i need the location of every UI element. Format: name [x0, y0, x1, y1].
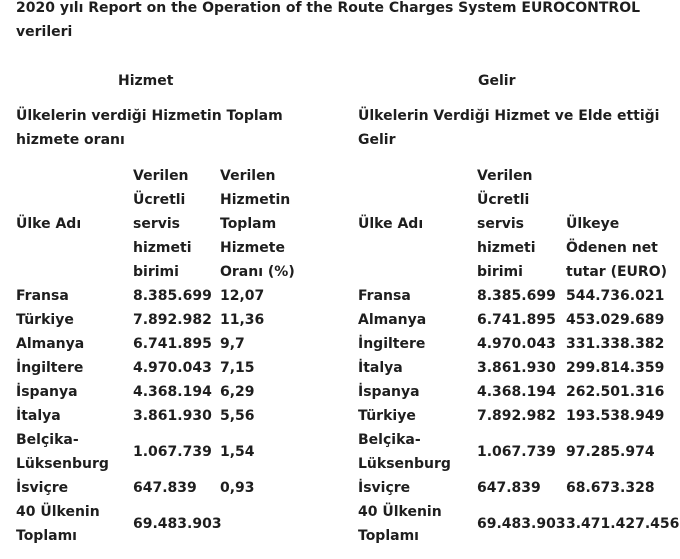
row-ratio: 1,54 — [220, 444, 255, 460]
row-country: Toplamı — [358, 528, 419, 544]
row-country: İspanya — [358, 384, 420, 400]
row-units: 647.839 — [477, 480, 541, 496]
row-country: Fransa — [358, 288, 411, 304]
col-header-units-line: servis — [477, 216, 524, 232]
col-header-units-line: servis — [133, 216, 180, 232]
col-header-units-line: Verilen — [133, 168, 189, 184]
col-header-ratio-line: Hizmete — [220, 240, 285, 256]
col-header-units-line: Ücretli — [477, 192, 530, 208]
col-header-units-line: birimi — [477, 264, 523, 280]
row-country: İngiltere — [16, 360, 84, 376]
row-country: Lüksenburg — [16, 456, 109, 472]
col-header-amount-line: tutar (EURO) — [566, 264, 667, 280]
row-country: Fransa — [16, 288, 69, 304]
row-amount: 331.338.382 — [566, 336, 665, 352]
row-country: 40 Ülkenin — [358, 504, 442, 520]
col-header-ratio-line: Toplam — [220, 216, 277, 232]
row-units: 1.067.739 — [477, 444, 556, 460]
row-country: 40 Ülkenin — [16, 504, 100, 520]
row-units: 6.741.895 — [477, 312, 556, 328]
page-title: 2020 yılı Report on the Operation of the Route Charges System EUROCONTROL verileri — [16, 0, 641, 40]
row-country: Toplamı — [16, 528, 77, 544]
row-country: Almanya — [358, 312, 427, 328]
left-subheading: Ülkelerin verdiği Hizmetin Toplam hizmete oranı — [16, 108, 283, 148]
row-units: 8.385.699 — [477, 288, 556, 304]
col-header-units-line: hizmeti — [477, 240, 536, 256]
row-country: Belçika- — [358, 432, 421, 448]
col-header-country: Ülke Adı — [16, 216, 82, 232]
row-ratio: 0,93 — [220, 480, 255, 496]
right-subheading: Ülkelerin Verdiği Hizmet ve Elde ettiği Gelir — [358, 108, 660, 148]
row-country: Almanya — [16, 336, 85, 352]
row-country: İngiltere — [358, 336, 426, 352]
row-ratio: 6,29 — [220, 384, 255, 400]
row-amount: 97.285.974 — [566, 444, 655, 460]
row-country: İsviçre — [358, 480, 411, 496]
row-units: 69.483.903 — [477, 516, 566, 532]
left-section-heading: Hizmet — [118, 73, 174, 89]
right-section-heading: Gelir — [478, 73, 516, 89]
row-ratio: 5,56 — [220, 408, 255, 424]
row-units: 647.839 — [133, 480, 197, 496]
col-header-ratio-line: Oranı (%) — [220, 264, 295, 280]
row-units: 69.483.903 — [133, 516, 222, 532]
col-header-units-line: hizmeti — [133, 240, 192, 256]
row-ratio: 11,36 — [220, 312, 265, 328]
row-amount: 299.814.359 — [566, 360, 665, 376]
row-ratio: 12,07 — [220, 288, 265, 304]
row-country: Türkiye — [358, 408, 416, 424]
col-header-country: Ülke Adı — [358, 216, 424, 232]
row-units: 7.892.982 — [133, 312, 212, 328]
col-header-ratio-line: Hizmetin — [220, 192, 291, 208]
row-units: 1.067.739 — [133, 444, 212, 460]
row-amount: 3.471.427.456 — [566, 516, 680, 532]
row-amount: 68.673.328 — [566, 480, 655, 496]
row-units: 7.892.982 — [477, 408, 556, 424]
col-header-units-line: Verilen — [477, 168, 533, 184]
row-amount: 544.736.021 — [566, 288, 665, 304]
col-header-amount-line: Ülkeye — [566, 216, 620, 232]
row-units: 3.861.930 — [477, 360, 556, 376]
col-header-ratio-line: Verilen — [220, 168, 276, 184]
row-country: Belçika- — [16, 432, 79, 448]
row-units: 4.970.043 — [133, 360, 212, 376]
row-amount: 262.501.316 — [566, 384, 665, 400]
row-country: İsviçre — [16, 480, 69, 496]
row-units: 4.368.194 — [133, 384, 212, 400]
row-amount: 193.538.949 — [566, 408, 665, 424]
row-country: İtalya — [358, 360, 403, 376]
col-header-amount-line: Ödenen net — [566, 240, 658, 256]
row-units: 3.861.930 — [133, 408, 212, 424]
row-country: İspanya — [16, 384, 78, 400]
row-units: 4.368.194 — [477, 384, 556, 400]
row-country: İtalya — [16, 408, 61, 424]
col-header-units-line: Ücretli — [133, 192, 186, 208]
row-ratio: 9,7 — [220, 336, 245, 352]
row-country: Türkiye — [16, 312, 74, 328]
row-units: 8.385.699 — [133, 288, 212, 304]
row-country: Lüksenburg — [358, 456, 451, 472]
row-amount: 453.029.689 — [566, 312, 665, 328]
row-ratio: 7,15 — [220, 360, 255, 376]
col-header-units-line: birimi — [133, 264, 179, 280]
row-units: 4.970.043 — [477, 336, 556, 352]
row-units: 6.741.895 — [133, 336, 212, 352]
